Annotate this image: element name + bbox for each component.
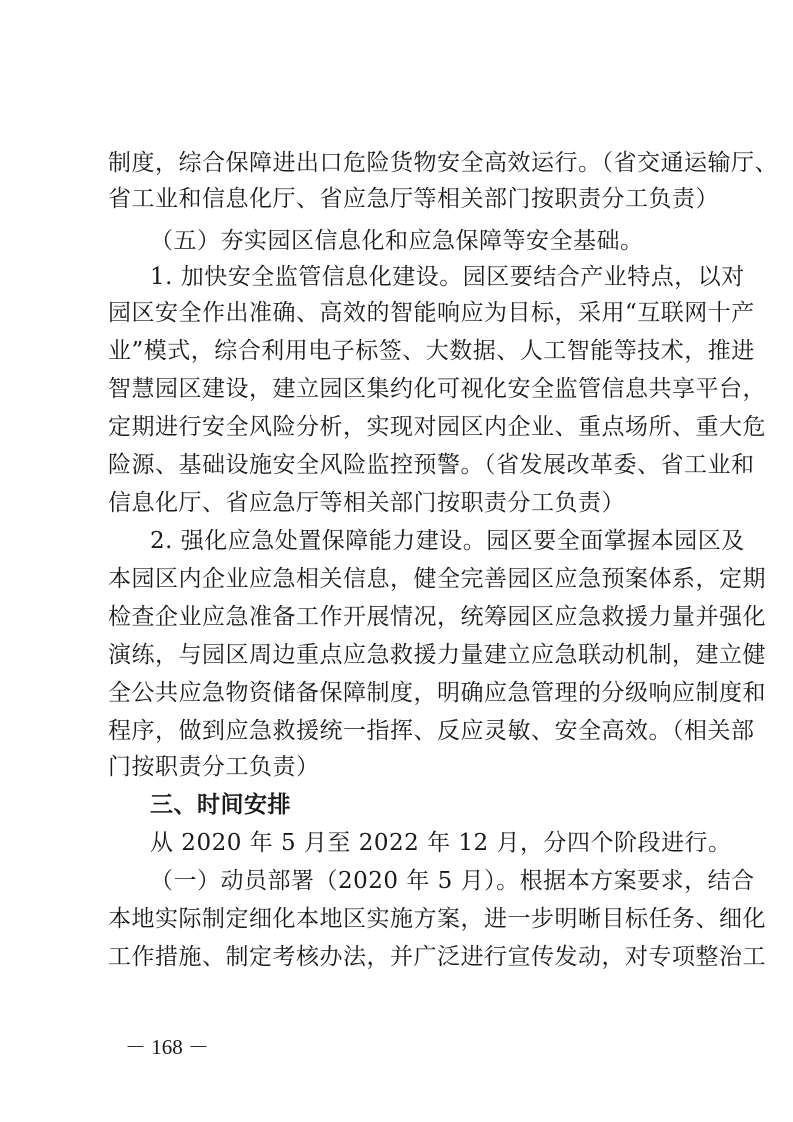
text-line: 工作措施、制定考核办法，并广泛进行宣传发动，对专项整治工 [108,944,766,970]
text-line: 信息化厅、省应急厅等相关部门按职责分工负责） [108,490,625,516]
text-line: 从 2020 年 5 月至 2022 年 12 月，分四个阶段进行。 [150,830,732,856]
text-line: 业”模式，综合利用电子标签、大数据、人工智能等技术，推进 [108,338,755,364]
text-line: 本地实际制定细化本地区实施方案，进一步明晰目标任务、细化 [108,906,766,932]
text-line: 本园区内企业应急相关信息，健全完善园区应急预案体系，定期 [108,566,766,592]
text-line: （一）动员部署（2020 年 5 月）。根据本方案要求，结合 [150,868,755,894]
text-line: 定期进行安全风险分析，实现对园区内企业、重点场所、重大危 [108,414,766,440]
text-line: 智慧园区建设，建立园区集约化可视化安全监管信息共享平台， [108,376,766,402]
text-line: 2. 强化应急处置保障能力建设。园区要全面掌握本园区及 [150,528,745,554]
text-line: 全公共应急物资储备保障制度，明确应急管理的分级响应制度和 [108,680,766,706]
page-number: － 168 － [125,1035,209,1059]
section-heading: （五）夯实园区信息化和应急保障等安全基础。 [150,228,644,254]
section-heading: 三、时间安排 [150,792,291,818]
text-line: 检查企业应急准备工作开展情况，统筹园区应急救援力量并强化 [108,604,766,630]
text-line: 程序，做到应急救援统一指挥、反应灵敏、安全高效。（相关部 [108,718,755,744]
text-line: 制度，综合保障进出口危险货物安全高效运行。（省交通运输厅、 [108,150,778,176]
text-line: 省工业和信息化厅、省应急厅等相关部门按职责分工负责） [108,186,719,212]
text-line: 门按职责分工负责） [108,754,320,780]
text-line: 演练，与园区周边重点应急救援力量建立应急联动机制，建立健 [108,642,766,668]
text-line: 1. 加快安全监管信息化建设。园区要结合产业特点，以对 [150,264,745,290]
text-line: 险源、基础设施安全风险监控预警。（省发展改革委、省工业和 [108,452,755,478]
text-line: 园区安全作出准确、高效的智能响应为目标，采用“互联网十产 [108,300,755,326]
